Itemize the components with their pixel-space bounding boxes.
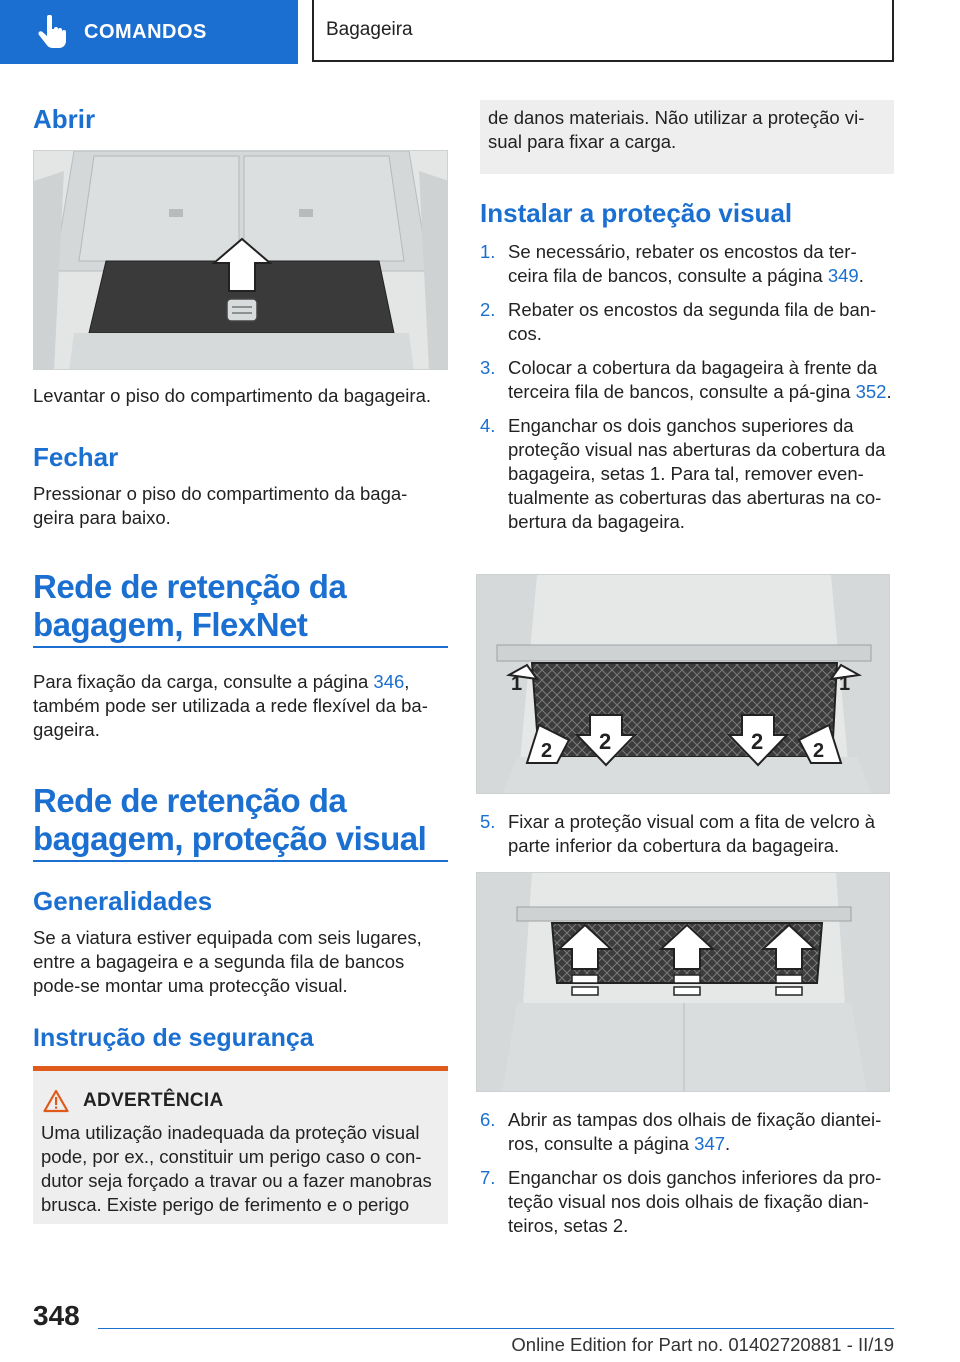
list-item [480, 810, 896, 858]
page-link-349[interactable]: 349 [827, 265, 859, 286]
flexnet-heading [33, 568, 448, 644]
callout-label: 2 [751, 729, 764, 754]
list-item [480, 1108, 896, 1156]
figure-net-velcro [476, 872, 890, 1092]
callout-label: 1 [839, 673, 851, 695]
callout-label: 2 [541, 740, 553, 762]
flexnet-text-a: Para fixação da carga, consulte a página [33, 671, 374, 692]
figure-net-upper-hooks [476, 574, 890, 794]
step-text: Colocar a cobertura da bagageira à frente da terceira fila de bancos, consulte a pá-gina [508, 357, 878, 402]
step-text: Rebater os encostos da segunda fila de ban-cos. [508, 299, 877, 344]
step-text-end: . [886, 381, 892, 402]
step-number: 5. [480, 811, 496, 832]
callout-label: 1 [511, 673, 523, 695]
flexnet-text-b: , também pode ser utilizada a rede flexível da ba-gageira. [33, 671, 428, 740]
warning-box-continued [480, 100, 894, 174]
page-link-347[interactable]: 347 [694, 1133, 726, 1154]
abrir-caption: Levantar o piso do compartimento da bagageira. [33, 385, 432, 406]
page-link-352[interactable]: 352 [855, 381, 887, 402]
generalidades-text: Se a viatura estiver equipada com seis lugares, entre a bagageira e a segunda fila de bancos pode-se montar uma protecção visual. [33, 927, 422, 996]
footer-rule [98, 1328, 894, 1329]
warning-text-continued: de danos materiais. Não utilizar a proteção vi-sual para fixar a carga. [488, 107, 865, 152]
step-text: Se necessário, rebater os encostos da ter-ceira fila de bancos, consulte a página [508, 241, 857, 286]
section-rule [33, 860, 448, 862]
step-text: Fixar a proteção visual com a fita de velcro à parte inferior da cobertura da bagageira. [508, 811, 876, 856]
section-rule [33, 646, 448, 648]
flexnet-text [33, 670, 445, 742]
fechar-text: Pressionar o piso do compartimento da baga-geira para baixo. [33, 483, 408, 528]
step-number: 7. [480, 1167, 496, 1188]
edition-note: Online Edition for Part no. 01402720881 - II/19 [511, 1334, 894, 1355]
step-number: 6. [480, 1109, 496, 1130]
callout-label: 2 [599, 729, 612, 754]
safety-heading: Instrução de segurança [33, 1024, 314, 1052]
step-text-end: . [725, 1133, 731, 1154]
warning-text: Uma utilização inadequada da proteção visual pode, por ex., constituir um perigo caso o con-dutor seja forçado a travar ou a fazer manobras brusca. Existe perigo de ferimento e o perigo [41, 1122, 432, 1215]
steps-list-a [480, 240, 896, 534]
list-item [480, 1166, 896, 1238]
steps-list-b [480, 810, 896, 858]
flexnet-heading-line-1: Rede de retenção da [33, 568, 347, 605]
step-number: 1. [480, 241, 496, 262]
warning-box [33, 1066, 448, 1224]
warning-triangle-icon [43, 1089, 69, 1113]
install-heading: Instalar a proteção visual [480, 198, 793, 228]
page-link-346[interactable]: 346 [373, 671, 405, 692]
step-number: 4. [480, 415, 496, 436]
visual-heading [33, 782, 448, 858]
list-item [480, 298, 896, 346]
step-text-end: . [858, 265, 864, 286]
step-text: Enganchar os dois ganchos inferiores da pro-teção visual nos dois olhais de fixação dian-teiros, setas 2. [508, 1167, 882, 1236]
chapter-header [312, 0, 894, 62]
section-label: COMANDOS [84, 20, 207, 43]
list-item [480, 356, 896, 404]
step-text: Enganchar os dois ganchos superiores da proteção visual nas aberturas da cobertura da bagageira, setas 1. Para tal, remover even-tualmente as coberturas das aberturas na co-bertura da bagageira. [508, 415, 886, 532]
visual-heading-line-1: Rede de retenção da [33, 782, 347, 819]
abrir-heading: Abrir [33, 104, 96, 134]
steps-list-c [480, 1108, 896, 1238]
step-number: 3. [480, 357, 496, 378]
page-number: 348 [33, 1300, 80, 1331]
flexnet-heading-line-2: bagagem, FlexNet [33, 606, 308, 643]
callout-label: 2 [813, 740, 825, 762]
visual-heading-line-2: bagagem, proteção visual [33, 820, 427, 857]
fechar-heading: Fechar [33, 442, 119, 472]
step-text: Abrir as tampas dos olhais de fixação diantei-ros, consulte a página [508, 1109, 882, 1154]
section-tab[interactable] [0, 0, 298, 64]
warning-label: ADVERTÊNCIA [83, 1090, 224, 1111]
step-number: 2. [480, 299, 496, 320]
chapter-title: Bagageira [326, 19, 413, 40]
figure-trunk-floor [33, 150, 448, 370]
generalidades-heading: Generalidades [33, 886, 213, 916]
list-item [480, 240, 896, 288]
list-item [480, 414, 896, 534]
hand-pointer-icon [36, 15, 66, 49]
